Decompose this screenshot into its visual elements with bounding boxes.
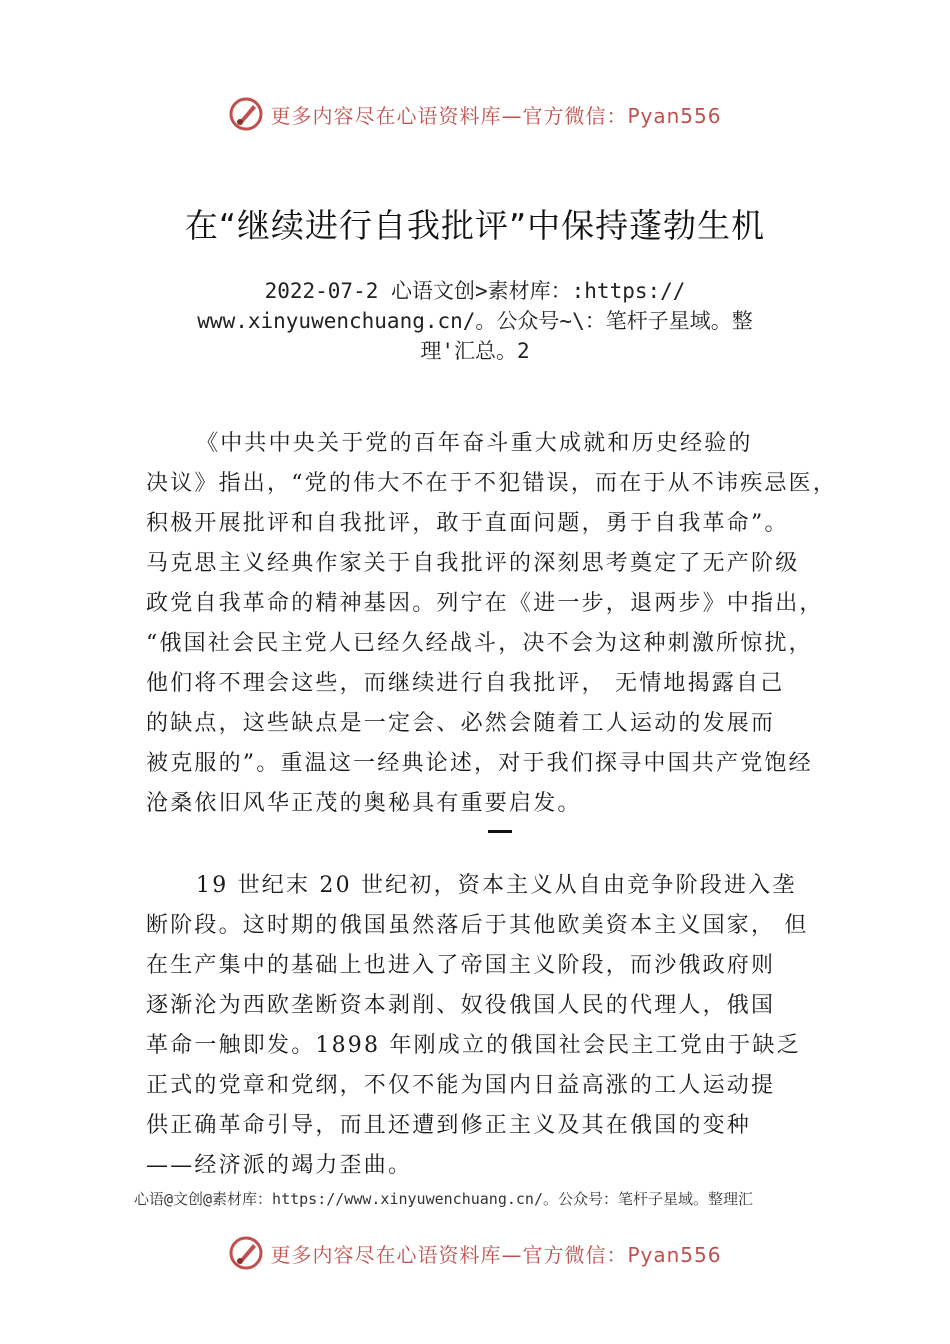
text-line: 革命一触即发。1898 年刚成立的俄国社会民主工党由于缺乏: [146, 1033, 801, 1058]
banner-text: 更多内容尽在心语资料库—官方微信：Pyan556: [270, 103, 722, 128]
text-line: 他们将不理会这些，而继续进行自我批评， 无情地揭露自己: [146, 671, 785, 696]
paragraph-1: [146, 424, 836, 824]
text-line: 断阶段。这时期的俄国虽然落后于其他欧美资本主义国家， 但: [146, 913, 809, 938]
text-line: 的缺点，这些缺点是一定会、必然会随着工人运动的发展而: [146, 711, 776, 736]
text-line: 逐渐沦为西欧垄断资本剥削、奴役俄国人民的代理人，俄国: [146, 993, 776, 1018]
text-line: 马克思主义经典作家关于自我批评的深刻思考奠定了无产阶级: [146, 551, 800, 576]
footer-note: 心语@文创@素材库：https://www.xinyuwenchuang.cn/。公众号：笔杆子星域。整理汇: [134, 1190, 753, 1208]
text-line: 供正确革命引导，而且还遭到修正主义及其在俄国的变种: [146, 1113, 752, 1138]
meta-line: 理'汇总。2: [420, 339, 530, 363]
paragraph-2: [146, 866, 836, 1186]
text-line: 正式的党章和党纲，不仅不能为国内日益高涨的工人运动提: [146, 1073, 776, 1098]
meta-line: www.xinyuwenchuang.cn/。公众号~\：笔杆子星域。整: [197, 309, 753, 333]
banner-text: 更多内容尽在心语资料库—官方微信：Pyan556: [270, 1242, 722, 1267]
meta-line: 2022-07-2 心语文创>素材库：:https://: [264, 279, 686, 303]
text-line: 在生产集中的基础上也进入了帝国主义阶段，而沙俄政府则: [146, 953, 776, 978]
quill-ink-logo-icon: [228, 1235, 264, 1271]
text-line: 19 世纪末 20 世纪初，资本主义从自由竞争阶段进入垄: [196, 873, 797, 898]
text-line: ——经济派的竭力歪曲。: [146, 1153, 413, 1178]
quill-ink-logo-icon: [228, 96, 264, 132]
section-number-one: [488, 830, 512, 833]
text-line: “俄国社会民主党人已经久经战斗，决不会为这种刺激所惊扰，: [146, 631, 813, 656]
header-banner: [0, 94, 950, 134]
footer-banner: [0, 1233, 950, 1273]
text-line: 《中共中央关于党的百年奋斗重大成就和历史经验的: [196, 431, 753, 456]
article-meta: [150, 276, 800, 366]
text-line: 被克服的”。重温这一经典论述，对于我们探寻中国共产党饱经: [146, 751, 813, 776]
text-line: 积极开展批评和自我批评，敢于直面问题，勇于自我革命”。: [146, 511, 789, 536]
text-line: 决议》指出，“党的伟大不在于不犯错误，而在于从不讳疾忌医，: [146, 471, 838, 496]
page-title: 在“继续进行自我批评”中保持蓬勃生机: [184, 206, 766, 245]
text-line: 政党自我革命的精神基因。列宁在《进一步，退两步》中指出，: [146, 591, 824, 616]
text-line: 沧桑依旧风华正茂的奥秘具有重要启发。: [146, 791, 582, 816]
